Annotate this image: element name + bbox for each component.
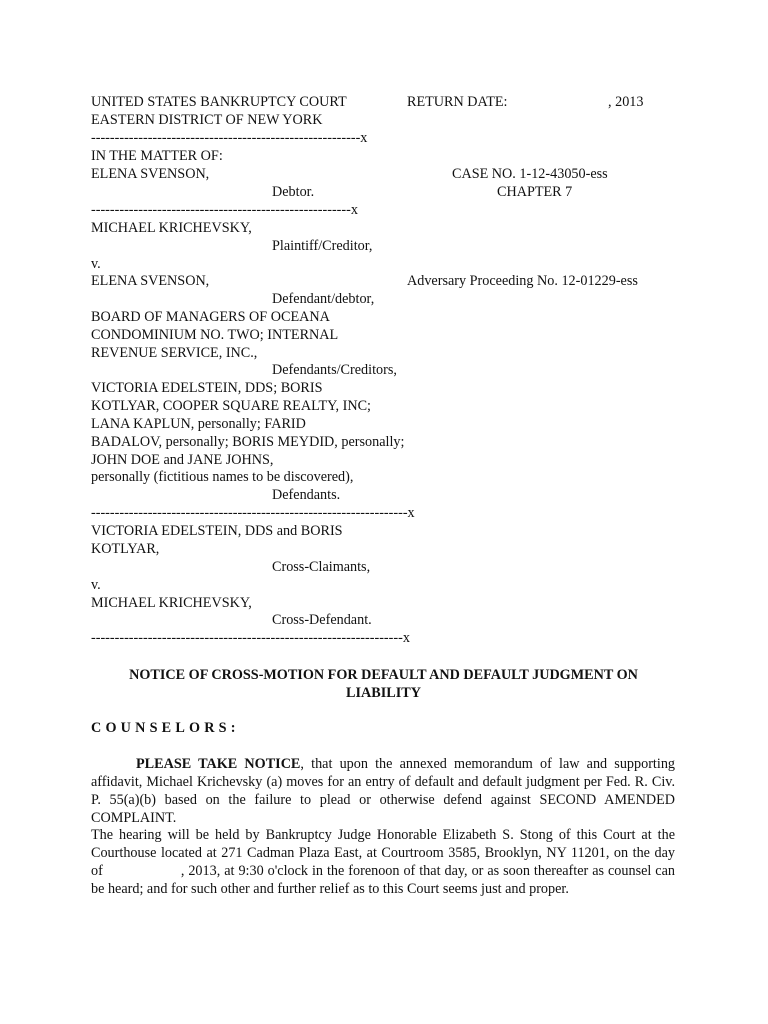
- debtor-role: Debtor.: [272, 184, 315, 200]
- versus: v.: [91, 256, 101, 272]
- defendants-line: personally (fictitious names to be discovered),: [91, 469, 354, 485]
- defendants-line: VICTORIA EDELSTEIN, DDS; BORIS: [91, 380, 323, 396]
- board-line: CONDOMINIUM NO. TWO; INTERNAL: [91, 327, 339, 343]
- defendants-line: KOTLYAR, COOPER SQUARE REALTY, INC;: [91, 398, 371, 414]
- versus: v.: [91, 577, 101, 593]
- defendant-role: Defendant/debtor,: [272, 291, 375, 307]
- creditors-role: Defendants/Creditors,: [272, 362, 397, 378]
- case-number: CASE NO. 1-12-43050-ess: [452, 166, 608, 182]
- adversary-proceeding: Adversary Proceeding No. 12-01229-ess: [407, 273, 638, 289]
- separator-line: ------------------------------------------------------------------x: [91, 630, 410, 646]
- cross-defendant-role: Cross-Defendant.: [272, 612, 372, 628]
- cross-claimants-line: KOTLYAR,: [91, 541, 160, 557]
- return-date-label: RETURN DATE:: [407, 94, 508, 110]
- court-name: UNITED STATES BANKRUPTCY COURT: [91, 94, 347, 110]
- defendants-line: LANA KAPLUN, personally; FARID: [91, 416, 306, 432]
- separator-line: -------------------------------------------------------------------x: [91, 505, 415, 521]
- debtor-name: ELENA SVENSON,: [91, 166, 210, 182]
- defendants-role: Defendants.: [272, 487, 341, 503]
- notice-title: NOTICE OF CROSS-MOTION FOR DEFAULT AND DEFAULT JUDGMENT ON LIABILITY: [129, 667, 638, 701]
- separator-line: ---------------------------------------------------------x: [91, 130, 368, 146]
- defendant-name: ELENA SVENSON,: [91, 273, 210, 289]
- notice-body: , that upon the annexed memorandum of law and supporting affidavit, Michael Krichevsky (a) moves for an entry of default and default judgment per Fed. R. Civ. P. 55(a)(b) based on the failure to plead or otherwise defend against SECOND AMENDED COMPLAINT.: [91, 756, 676, 826]
- separator-line: -------------------------------------------------------x: [91, 202, 358, 218]
- cross-defendant-name: MICHAEL KRICHEVSKY,: [91, 595, 252, 611]
- chapter: CHAPTER 7: [497, 184, 573, 200]
- cross-claimants-role: Cross-Claimants,: [272, 559, 371, 575]
- defendants-line: JOHN DOE and JANE JOHNS,: [91, 452, 274, 468]
- hearing-paragraph: [91, 826, 675, 898]
- plaintiff-role: Plaintiff/Creditor,: [272, 238, 373, 254]
- return-date-year: , 2013: [608, 94, 644, 110]
- hearing-text-cont: , 2013, at 9:30 o'clock in the forenoon of that day, or as soon thereafter as counsel can be heard; and for such other and further relief as to this Court seems just and proper.: [91, 863, 675, 897]
- plaintiff-name: MICHAEL KRICHEVSKY,: [91, 220, 252, 236]
- counselors-heading: COUNSELORS:: [91, 720, 240, 736]
- board-line: REVENUE SERVICE, INC.,: [91, 345, 258, 361]
- matter-heading: IN THE MATTER OF:: [91, 148, 223, 164]
- district-name: EASTERN DISTRICT OF NEW YORK: [91, 112, 323, 128]
- hearing-text: The hearing will be held by Bankruptcy Judge Honorable Elizabeth S. Stong of this Court at the Courthouse located at 271 Cadman Plaza East, at Courtroom 3585, Brooklyn, NY 11201, on the day of: [91, 827, 675, 879]
- board-line: BOARD OF MANAGERS OF OCEANA: [91, 309, 330, 325]
- defendants-line: BADALOV, personally; BORIS MEYDID, personally;: [91, 434, 405, 450]
- notice-paragraph: [91, 755, 675, 827]
- notice-lead: PLEASE TAKE NOTICE: [136, 756, 301, 772]
- cross-claimants-line: VICTORIA EDELSTEIN, DDS and BORIS: [91, 523, 343, 539]
